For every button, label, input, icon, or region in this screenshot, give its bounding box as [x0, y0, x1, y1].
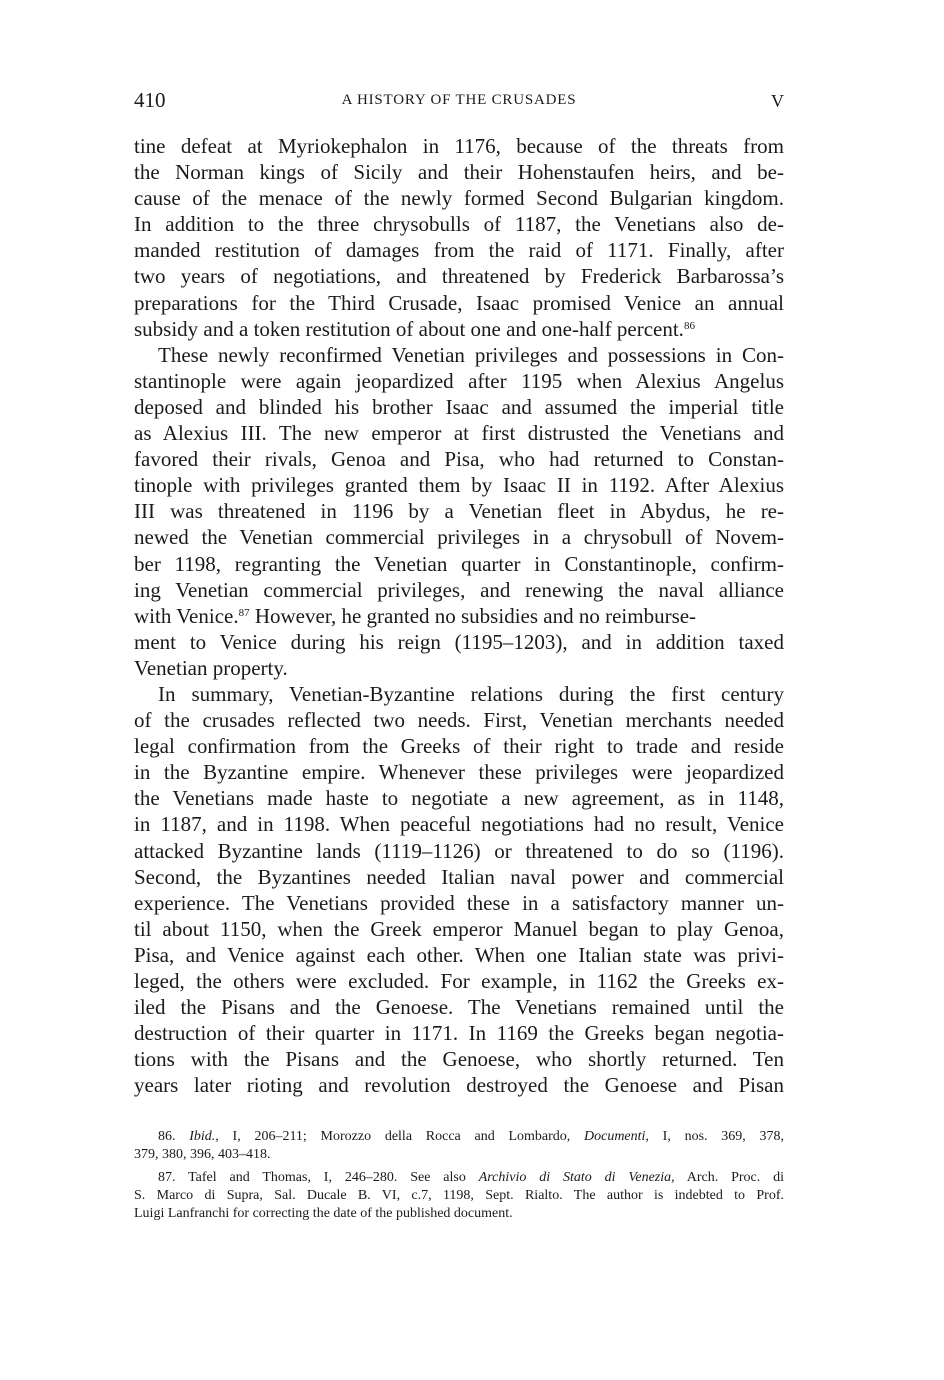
footnote-text: I, nos. 369, 378, [648, 1129, 784, 1144]
body-line [134, 603, 784, 629]
body-line: destruction of their quarter in 1171. In 1169 the Greeks began negotia- [134, 1021, 784, 1046]
body-line: attacked Byzantine lands (1119–1126) or threatened to do so (1196). [134, 838, 784, 863]
body-line-text: However, he granted no subsidies and no reimburse- [249, 603, 697, 628]
body-line: leged, the others were excluded. For example, in 1162 the Greeks ex- [134, 969, 784, 993]
body-line: the Venetians made haste to negotiate a new agreement, as in 1148, [134, 786, 784, 811]
body-line: Pisa, and Venice against each other. When one Italian state was privi- [134, 942, 784, 967]
body-line-text: with Venice. [134, 603, 239, 628]
footnote-italic: Ibid., [189, 1129, 219, 1144]
body-line: of the crusades reflected two needs. First, Venetian merchants needed [134, 708, 784, 733]
footnotes [134, 1128, 784, 1223]
running-header [134, 88, 784, 116]
body-line: ment to Venice during his reign (1195–1203), and in addition taxed [134, 629, 784, 654]
footnote-86 [134, 1128, 784, 1146]
footnote-text: I, 206–211; Morozzo della Rocca and Lombardo, [218, 1129, 584, 1144]
footnote-87 [134, 1169, 784, 1187]
body-line: iled the Pisans and the Genoese. The Venetians remained until the [134, 995, 784, 1020]
body-line: til about 1150, when the Greek emperor Manuel began to play Genoa, [134, 916, 784, 941]
body-line: In addition to the three chrysobulls of 1187, the Venetians also de- [134, 212, 784, 237]
body-line: cause of the menace of the newly formed Second Bulgarian kingdom. [134, 186, 784, 211]
body-line: as Alexius III. The new emperor at first distrusted the Venetians and [134, 421, 784, 446]
body-line: favored their rivals, Genoa and Pisa, who had returned to Constan- [134, 447, 784, 472]
body-line: preparations for the Third Crusade, Isaac promised Venice an annual [134, 290, 784, 315]
body-line: ber 1198, regranting the Venetian quarter in Constantinople, confirm- [134, 551, 784, 576]
body-line: the Norman kings of Sicily and their Hohenstaufen heirs, and be- [134, 160, 784, 185]
body-line: years later rioting and revolution destroyed the Genoese and Pisan [134, 1073, 784, 1098]
body-line: tions with the Pisans and the Genoese, who shortly returned. Ten [134, 1047, 784, 1072]
body-line: deposed and blinded his brother Isaac and assumed the imperial title [134, 394, 784, 419]
body-line: experience. The Venetians provided these in a satisfactory manner un- [134, 890, 784, 915]
footnote-text: 87. Tafel and Thomas, I, 246–280. See also [158, 1169, 479, 1185]
body-line: ing Venetian commercial privileges, and renewing the naval alliance [134, 577, 784, 602]
body-line: in 1187, and in 1198. When peaceful negotiations had no result, Venice [134, 812, 784, 837]
footnote-ref-86[interactable]: 86 [683, 319, 695, 332]
body-line: newed the Venetian commercial privileges in a chrysobull of Novem- [134, 525, 784, 550]
body-line: Second, the Byzantines needed Italian naval power and commercial [134, 864, 784, 889]
footnote-italic: Documenti, [584, 1129, 649, 1144]
running-title: A HISTORY OF THE CRUSADES [341, 92, 577, 108]
body-line: two years of negotiations, and threatened by Frederick Barbarossa’s [134, 264, 784, 289]
body-line: tinople with privileges granted them by Isaac II in 1192. After Alexius [134, 473, 784, 498]
footnote-text: Arch. Proc. di [674, 1169, 784, 1185]
body-text [134, 133, 784, 1098]
body-line [134, 316, 784, 342]
body-line: III was threatened in 1196 by a Venetian fleet in Abydus, he re- [134, 499, 784, 524]
footnote-87-line: Luigi Lanfranchi for correcting the date of the published document. [134, 1206, 513, 1222]
paragraph-start-line: These newly reconfirmed Venetian privileges and possessions in Con- [158, 342, 784, 367]
body-line: stantinople were again jeopardized after 1195 when Alexius Angelus [134, 368, 784, 393]
body-line: manded restitution of damages from the raid of 1171. Finally, after [134, 238, 784, 263]
footnote-86-line: 379, 380, 396, 403–418. [134, 1147, 271, 1163]
footnote-italic: Archivio di Stato di Venezia, [478, 1169, 675, 1185]
footnote-87-line: S. Marco di Supra, Sal. Ducale B. VI, c.7, 1198, Sept. Rialto. The author is indebted to Prof. [134, 1187, 784, 1203]
body-line: in the Byzantine empire. Whenever these privileges were jeopardized [134, 760, 784, 785]
footnote-text: 86. [158, 1129, 190, 1144]
body-line: legal confirmation from the Greeks of their right to trade and reside [134, 734, 784, 759]
footnote-ref-87[interactable]: 87 [238, 606, 250, 619]
body-line: Venetian property. [134, 655, 288, 680]
paragraph-start-line: In summary, Venetian-Byzantine relations during the first century [158, 681, 784, 706]
body-line-text: subsidy and a token restitution of about one and one-half percent. [134, 316, 684, 341]
page-number: 410 [134, 88, 166, 112]
body-line: tine defeat at Myriokephalon in 1176, because of the threats from [134, 134, 784, 158]
volume-number: V [771, 91, 784, 111]
